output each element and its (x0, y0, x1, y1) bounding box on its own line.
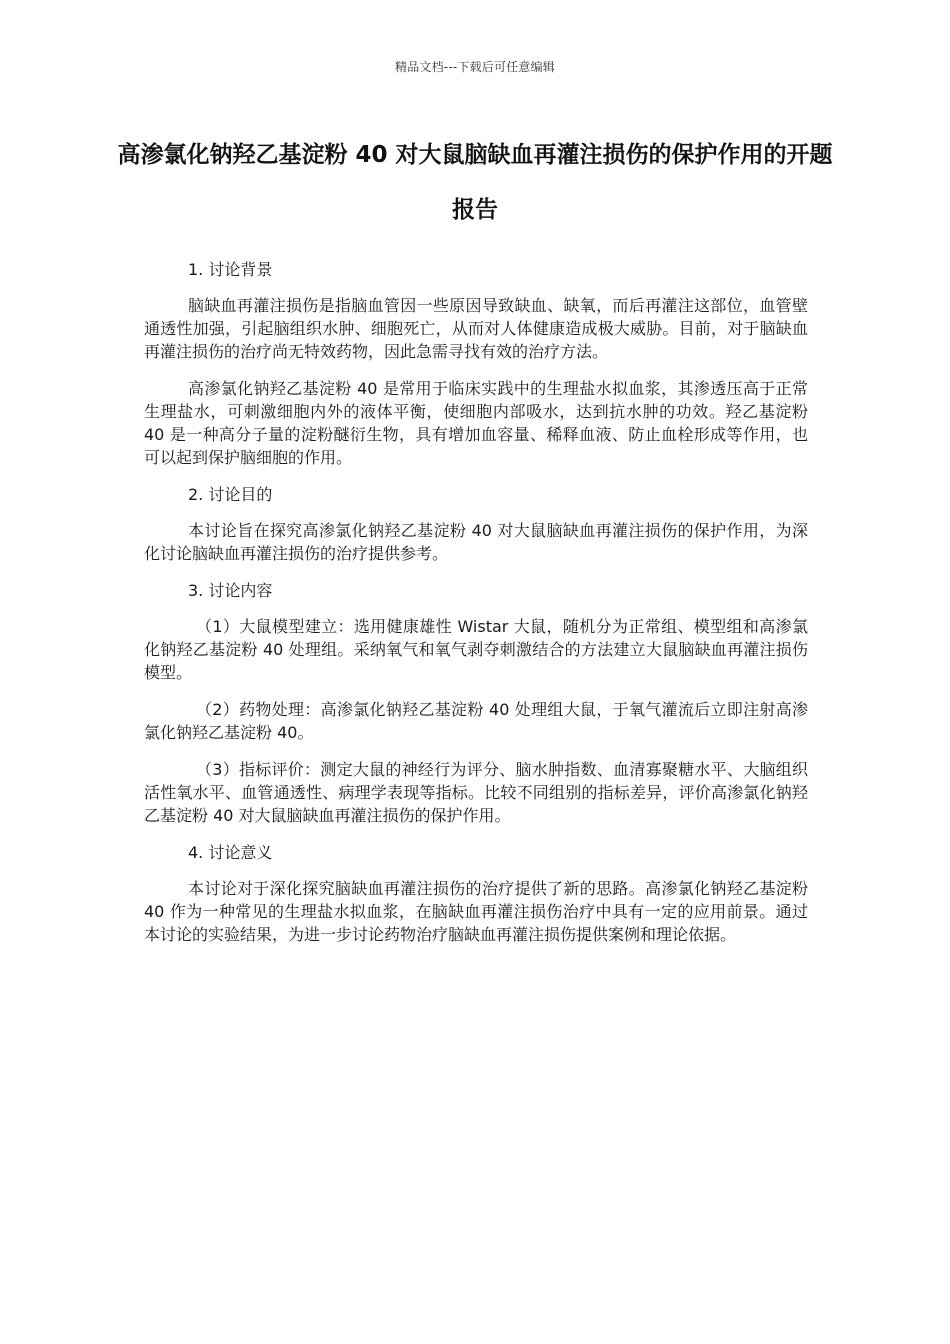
list-item: （3）指标评价：测定大鼠的神经行为评分、脑水肿指数、血清寡聚糖水平、大脑组织活性氧水平、血管通透性、病理学表现等指标。比较不同组别的指标差异，评价高渗氯化钠羟乙基淀粉 40 对大鼠脑缺血再灌注损伤的保护作用。 (144, 760, 808, 825)
section-heading-significance: 4. 讨论意义 (188, 843, 273, 862)
paragraph: 高渗氯化钠羟乙基淀粉 40 是常用于临床实践中的生理盐水拟血浆，其渗透压高于正常生理盐水，可刺激细胞内外的液体平衡，使细胞内部吸水，达到抗水肿的功效。羟乙基淀粉 40 是一种高分子量的淀粉醚衍生物，具有增加血容量、稀释血液、防止血栓形成等作用，也可以起到保护脑细胞的作用。 (144, 379, 808, 467)
section-heading-background: 1. 讨论背景 (188, 260, 273, 279)
paragraph: 本讨论对于深化探究脑缺血再灌注损伤的治疗提供了新的思路。高渗氯化钠羟乙基淀粉 40 作为一种常见的生理盐水拟血浆，在脑缺血再灌注损伤治疗中具有一定的应用前景。通过本讨论的实验结果，为进一步讨论药物治疗脑缺血再灌注损伤提供案例和理论依据。 (144, 879, 808, 944)
section-heading-content: 3. 讨论内容 (188, 581, 273, 600)
list-item: （2）药物处理：高渗氯化钠羟乙基淀粉 40 处理组大鼠，于氧气灌流后立即注射高渗氯化钠羟乙基淀粉 40。 (144, 700, 808, 742)
document-body (144, 258, 808, 960)
document-title: 高渗氯化钠羟乙基淀粉 40 对大鼠脑缺血再灌注损伤的保护作用的开题报告 (117, 142, 833, 223)
paragraph: 脑缺血再灌注损伤是指脑血管因一些原因导致缺血、缺氧，而后再灌注这部位，血管壁通透性加强，引起脑组织水肿、细胞死亡，从而对人体健康造成极大威胁。目前，对于脑缺血再灌注损伤的治疗尚无特效药物，因此急需寻找有效的治疗方法。 (144, 296, 808, 361)
section-heading-purpose: 2. 讨论目的 (188, 485, 273, 504)
paragraph: 本讨论旨在探究高渗氯化钠羟乙基淀粉 40 对大鼠脑缺血再灌注损伤的保护作用，为深化讨论脑缺血再灌注损伤的治疗提供参考。 (144, 521, 808, 563)
header-note: 精品文档---下载后可任意编辑 (395, 60, 555, 74)
list-item: （1）大鼠模型建立：选用健康雄性 Wistar 大鼠，随机分为正常组、模型组和高渗氯化钠羟乙基淀粉 40 处理组。采纳氧气和氧气剥夺刺激结合的方法建立大鼠脑缺血再灌注损伤模型。 (144, 617, 808, 682)
